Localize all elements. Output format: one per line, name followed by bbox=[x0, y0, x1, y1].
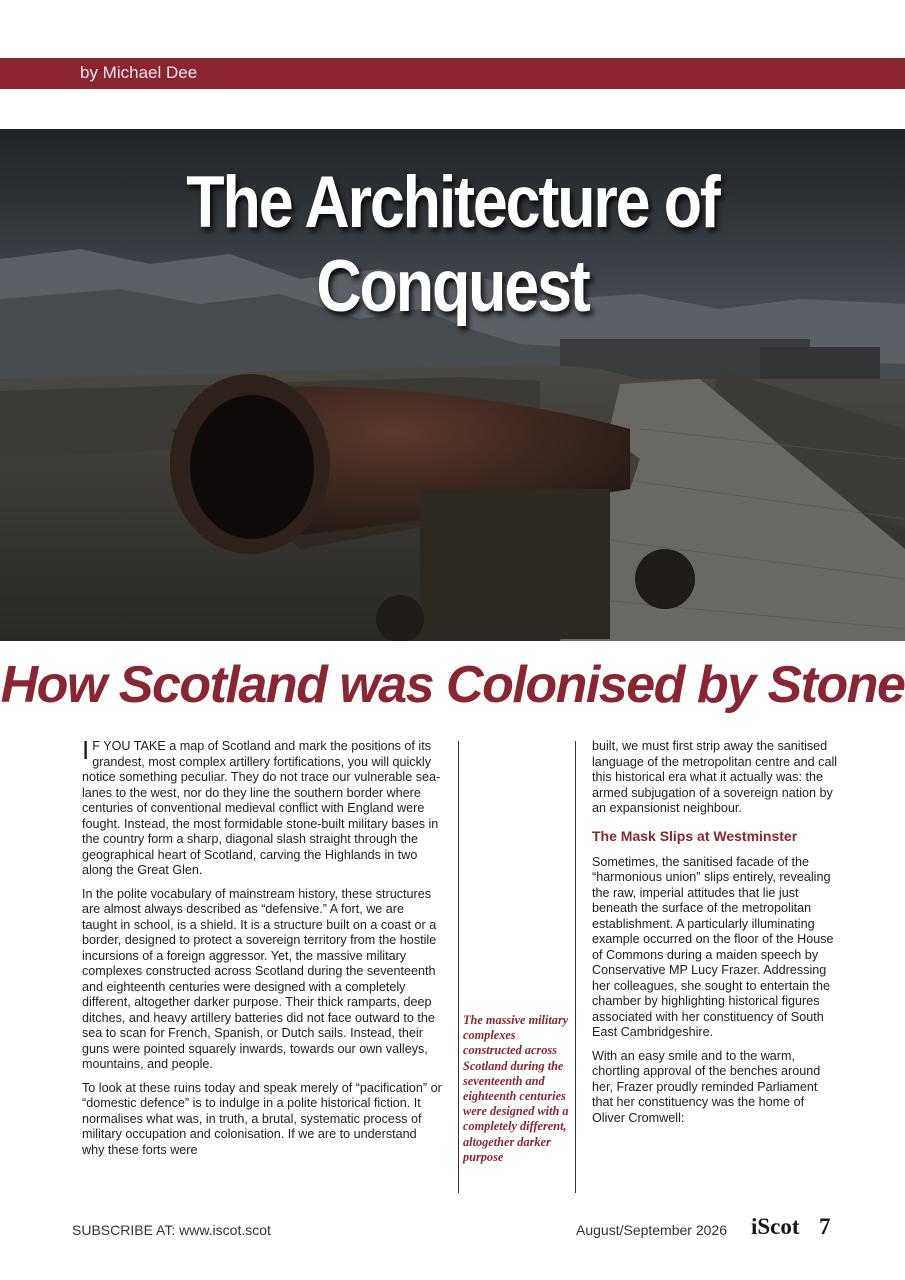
paragraph bbox=[82, 735, 442, 879]
page-number: 7 bbox=[819, 1214, 831, 1239]
article-column-2 bbox=[592, 739, 840, 1134]
paragraph: To look at these ruins today and speak merely of “pacification” or “domestic defence” is to indulge in a polite historical fiction. It normalises what was, in truth, a brutal, systematic process of military occupation and colonisation. If we are to understand why these forts were bbox=[82, 1080, 442, 1157]
page-title: The Architecture of Conquest bbox=[186, 162, 719, 327]
byline: by Michael Dee bbox=[80, 63, 198, 82]
hero-image bbox=[0, 129, 905, 641]
paragraph: With an easy smile and to the warm, chortling approval of the benches around her, Frazer proudly reminded Parliament that her constituency was the home of Oliver Cromwell: bbox=[592, 1048, 821, 1125]
paragraph: In the polite vocabulary of mainstream history, these structures are almost always described as “defensive.” A fort, we are taught in school, is a shield. It is a structure built on a coast or a border, designed to protect a sovereign territory from the hostile incursions of a foreign aggressor. Yet, the massive military complexes constructed across Scotland during the seventeenth and eighteenth centuries were designed with a completely different, altogether darker purpose. Their thick ramparts, deep ditches, and heavy artillery batteries did not face outward to the sea to scan for French, Spanish, or Dutch sails. Instead, their guns were pointed squarely inwards, towards our own valleys, mountains, and people. bbox=[82, 886, 437, 1071]
issue-date: August/September 2026 bbox=[576, 1222, 727, 1238]
drop-cap: I bbox=[82, 735, 90, 765]
column-divider bbox=[458, 741, 459, 1193]
section-heading: The Mask Slips at Westminster bbox=[592, 827, 798, 844]
paragraph: built, we must first strip away the sanitised language of the metropolitan centre and call this historical era what it actually was: the armed subjugation of a sovereign nation by an expansionist neighbour. bbox=[592, 739, 838, 815]
paragraph-text: F YOU TAKE a map of Scotland and mark the positions of its grandest, most complex artillery fortifications, you will quickly notice something peculiar. They do not trace our vulnerable sea-lanes to the west, nor do they line the southern border where centuries of conventional medieval conflict with England were fought. Instead, the most formidable stone-built military bases in the country form a sharp, diagonal slash straight through the geographical heart of Scotland, carving the Highlands in two along the Great Glen. bbox=[82, 739, 441, 877]
paragraph: Sometimes, the sanitised facade of the “harmonious union” slips entirely, revealing the raw, imperial attitudes that lie just beneath the surface of the metropolitan establishment. A particularly illuminating example occurred on the floor of the House of Commons during a maiden speech by Conservative MP Lucy Frazer. Addressing her colleagues, she sought to entertain the chamber by highlighting historical figures associated with her constituency of South East Cambridgeshire. bbox=[592, 854, 834, 1039]
column-divider bbox=[575, 741, 576, 1193]
article-subtitle: How Scotland was Colonised by Stone bbox=[0, 656, 905, 714]
byline-bar bbox=[0, 58, 905, 89]
iscot-logo: iScot bbox=[751, 1214, 800, 1239]
article-column-1 bbox=[82, 735, 442, 1166]
pull-quote: The massive military complexes constructed across Scotland during the seventeenth and eighteenth centuries were designed with a completely different, altogether darker purpose bbox=[463, 1013, 569, 1164]
subscribe-link[interactable]: SUBSCRIBE AT: www.iscot.scot bbox=[72, 1222, 271, 1238]
